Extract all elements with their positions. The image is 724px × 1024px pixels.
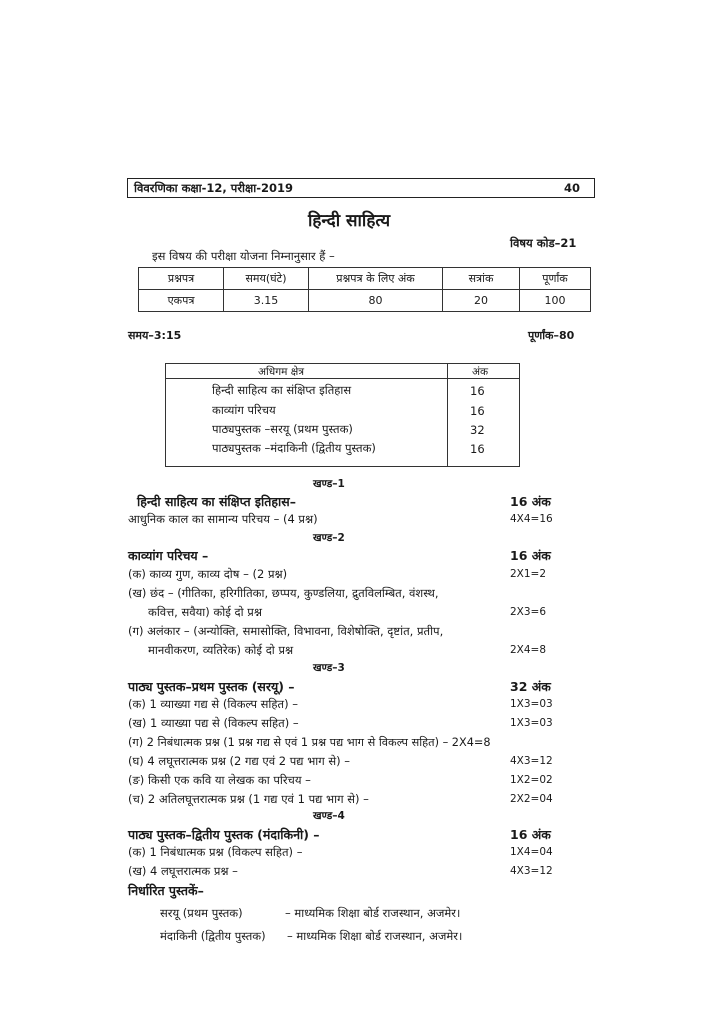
table-row	[139, 290, 591, 312]
item-score: 2X3=6	[510, 606, 547, 618]
book-name: सरयू (प्रथम पुस्तक)	[160, 906, 243, 920]
book-name: मंदाकिनी (द्वितीय पुस्तक)	[160, 929, 266, 943]
area-row: काव्यांग परिचय	[212, 403, 276, 417]
item-score: 4X4=16	[510, 513, 553, 525]
item-score: 4X3=12	[510, 865, 553, 877]
item-score: 1X3=03	[510, 717, 553, 729]
subject-code: विषय कोड–21	[510, 236, 577, 250]
list-item: (ख) 4 लघूत्तरात्मक प्रश्न –	[128, 864, 238, 878]
header-divider	[166, 378, 519, 379]
table-cell: 80	[309, 290, 443, 312]
section-label: खण्ड–1	[313, 478, 345, 490]
list-item: (घ) 4 लघूत्तरात्मक प्रश्न (2 गद्य एवं 2 पद्य भाग से) –	[128, 754, 351, 768]
section-title: पाठ्य पुस्तक–द्वितीय पुस्तक (मंदाकिनी) –	[128, 827, 320, 842]
item-score: 2X4=8	[510, 644, 547, 656]
learning-area-table	[165, 363, 520, 467]
area-marks: 16	[470, 404, 485, 418]
list-item: (च) 2 अतिलघूत्तरात्मक प्रश्न (1 गद्य एवं 1 पद्य भाग से) –	[128, 792, 369, 806]
table-cell: 3.15	[224, 290, 309, 312]
area-row: पाठ्यपुस्तक –सरयू (प्रथम पुस्तक)	[212, 422, 353, 436]
list-item: (ख) छंद – (गीतिका, हरिगीतिका, छप्पय, कुण्डलिया, द्रुतविलम्बित, वंशस्थ,	[128, 586, 439, 600]
list-item: (ग) अलंकार – (अन्योक्ति, समासोक्ति, विभावना, विशेषोक्ति, दृष्टांत, प्रतीप,	[128, 624, 444, 638]
list-item: आधुनिक काल का सामान्य परिचय – (4 प्रश्न)	[128, 512, 318, 526]
table-cell: 20	[443, 290, 520, 312]
section-label: खण्ड–3	[313, 662, 345, 674]
section-title: हिन्दी साहित्य का संक्षिप्त इतिहास–	[137, 494, 296, 509]
document-title: हिन्दी साहित्य	[308, 211, 391, 231]
table-header-cell: प्रश्नपत्र के लिए अंक	[309, 268, 443, 290]
exam-scheme-table	[138, 267, 591, 312]
marks-header: अंक	[472, 366, 489, 378]
header-title: विवरणिका कक्षा-12, परीक्षा-2019	[134, 181, 293, 195]
section-label: खण्ड–4	[313, 810, 345, 822]
list-item: (क) काव्य गुण, काव्य दोष – (2 प्रश्न)	[128, 567, 288, 581]
section-marks: 32 अंक	[510, 679, 551, 694]
area-marks: 16	[470, 384, 485, 398]
list-item: (ग) 2 निबंधात्मक प्रश्न (1 प्रश्न गद्य से एवं 1 प्रश्न पद्य भाग से विकल्प सहित) – 2X4=8	[128, 736, 491, 749]
list-item: (ङ) किसी एक कवि या लेखक का परिचय –	[128, 773, 311, 787]
books-title: निर्धारित पुस्तकें–	[128, 883, 204, 898]
page-header	[127, 178, 595, 198]
table-header-cell: सत्रांक	[443, 268, 520, 290]
table-header-cell: समय(घंटे)	[224, 268, 309, 290]
total-marks-label: पूर्णांक–80	[528, 329, 575, 342]
area-row: पाठ्यपुस्तक –मंदाकिनी (द्वितीय पुस्तक)	[212, 441, 376, 455]
item-score: 1X4=04	[510, 846, 553, 858]
item-score: 1X3=03	[510, 698, 553, 710]
book-publisher: – माध्यमिक शिक्षा बोर्ड राजस्थान, अजमेर।	[287, 929, 463, 943]
area-row: हिन्दी साहित्य का संक्षिप्त इतिहास	[212, 383, 352, 397]
page-number: 40	[563, 181, 580, 195]
column-divider	[447, 364, 448, 466]
item-score: 1X2=02	[510, 774, 553, 786]
item-score: 2X2=04	[510, 793, 553, 805]
section-title: काव्यांग परिचय –	[128, 548, 209, 563]
section-title: पाठ्य पुस्तक–प्रथम पुस्तक (सरयू) –	[128, 679, 295, 694]
item-score: 4X3=12	[510, 755, 553, 767]
section-marks: 16 अंक	[510, 827, 551, 842]
list-item: (ख) 1 व्याख्या पद्य से (विकल्प सहित) –	[128, 716, 299, 730]
list-item-continuation: कवित्त, सवैया) कोई दो प्रश्न	[148, 605, 262, 619]
area-marks: 32	[470, 423, 485, 437]
area-header: अधिगम क्षेत्र	[258, 366, 305, 378]
table-cell: एकपत्र	[139, 290, 224, 312]
list-item-continuation: मानवीकरण, व्यतिरेक) कोई दो प्रश्न	[148, 643, 294, 657]
list-item: (क) 1 व्याख्या गद्य से (विकल्प सहित) –	[128, 697, 298, 711]
item-score: 2X1=2	[510, 568, 547, 580]
book-publisher: – माध्यमिक शिक्षा बोर्ड राजस्थान, अजमेर।	[285, 906, 461, 920]
time-label: समय–3:15	[128, 329, 182, 342]
section-marks: 16 अंक	[510, 548, 551, 563]
table-header-row	[139, 268, 591, 290]
section-label: खण्ड–2	[313, 532, 345, 544]
table-header-cell: प्रश्नपत्र	[139, 268, 224, 290]
list-item: (क) 1 निबंधात्मक प्रश्न (विकल्प सहित) –	[128, 845, 303, 859]
section-marks: 16 अंक	[510, 494, 551, 509]
area-marks: 16	[470, 442, 485, 456]
intro-text: इस विषय की परीक्षा योजना निम्नानुसार हैं –	[152, 249, 335, 263]
table-cell: 100	[520, 290, 591, 312]
table-header-cell: पूर्णांक	[520, 268, 591, 290]
